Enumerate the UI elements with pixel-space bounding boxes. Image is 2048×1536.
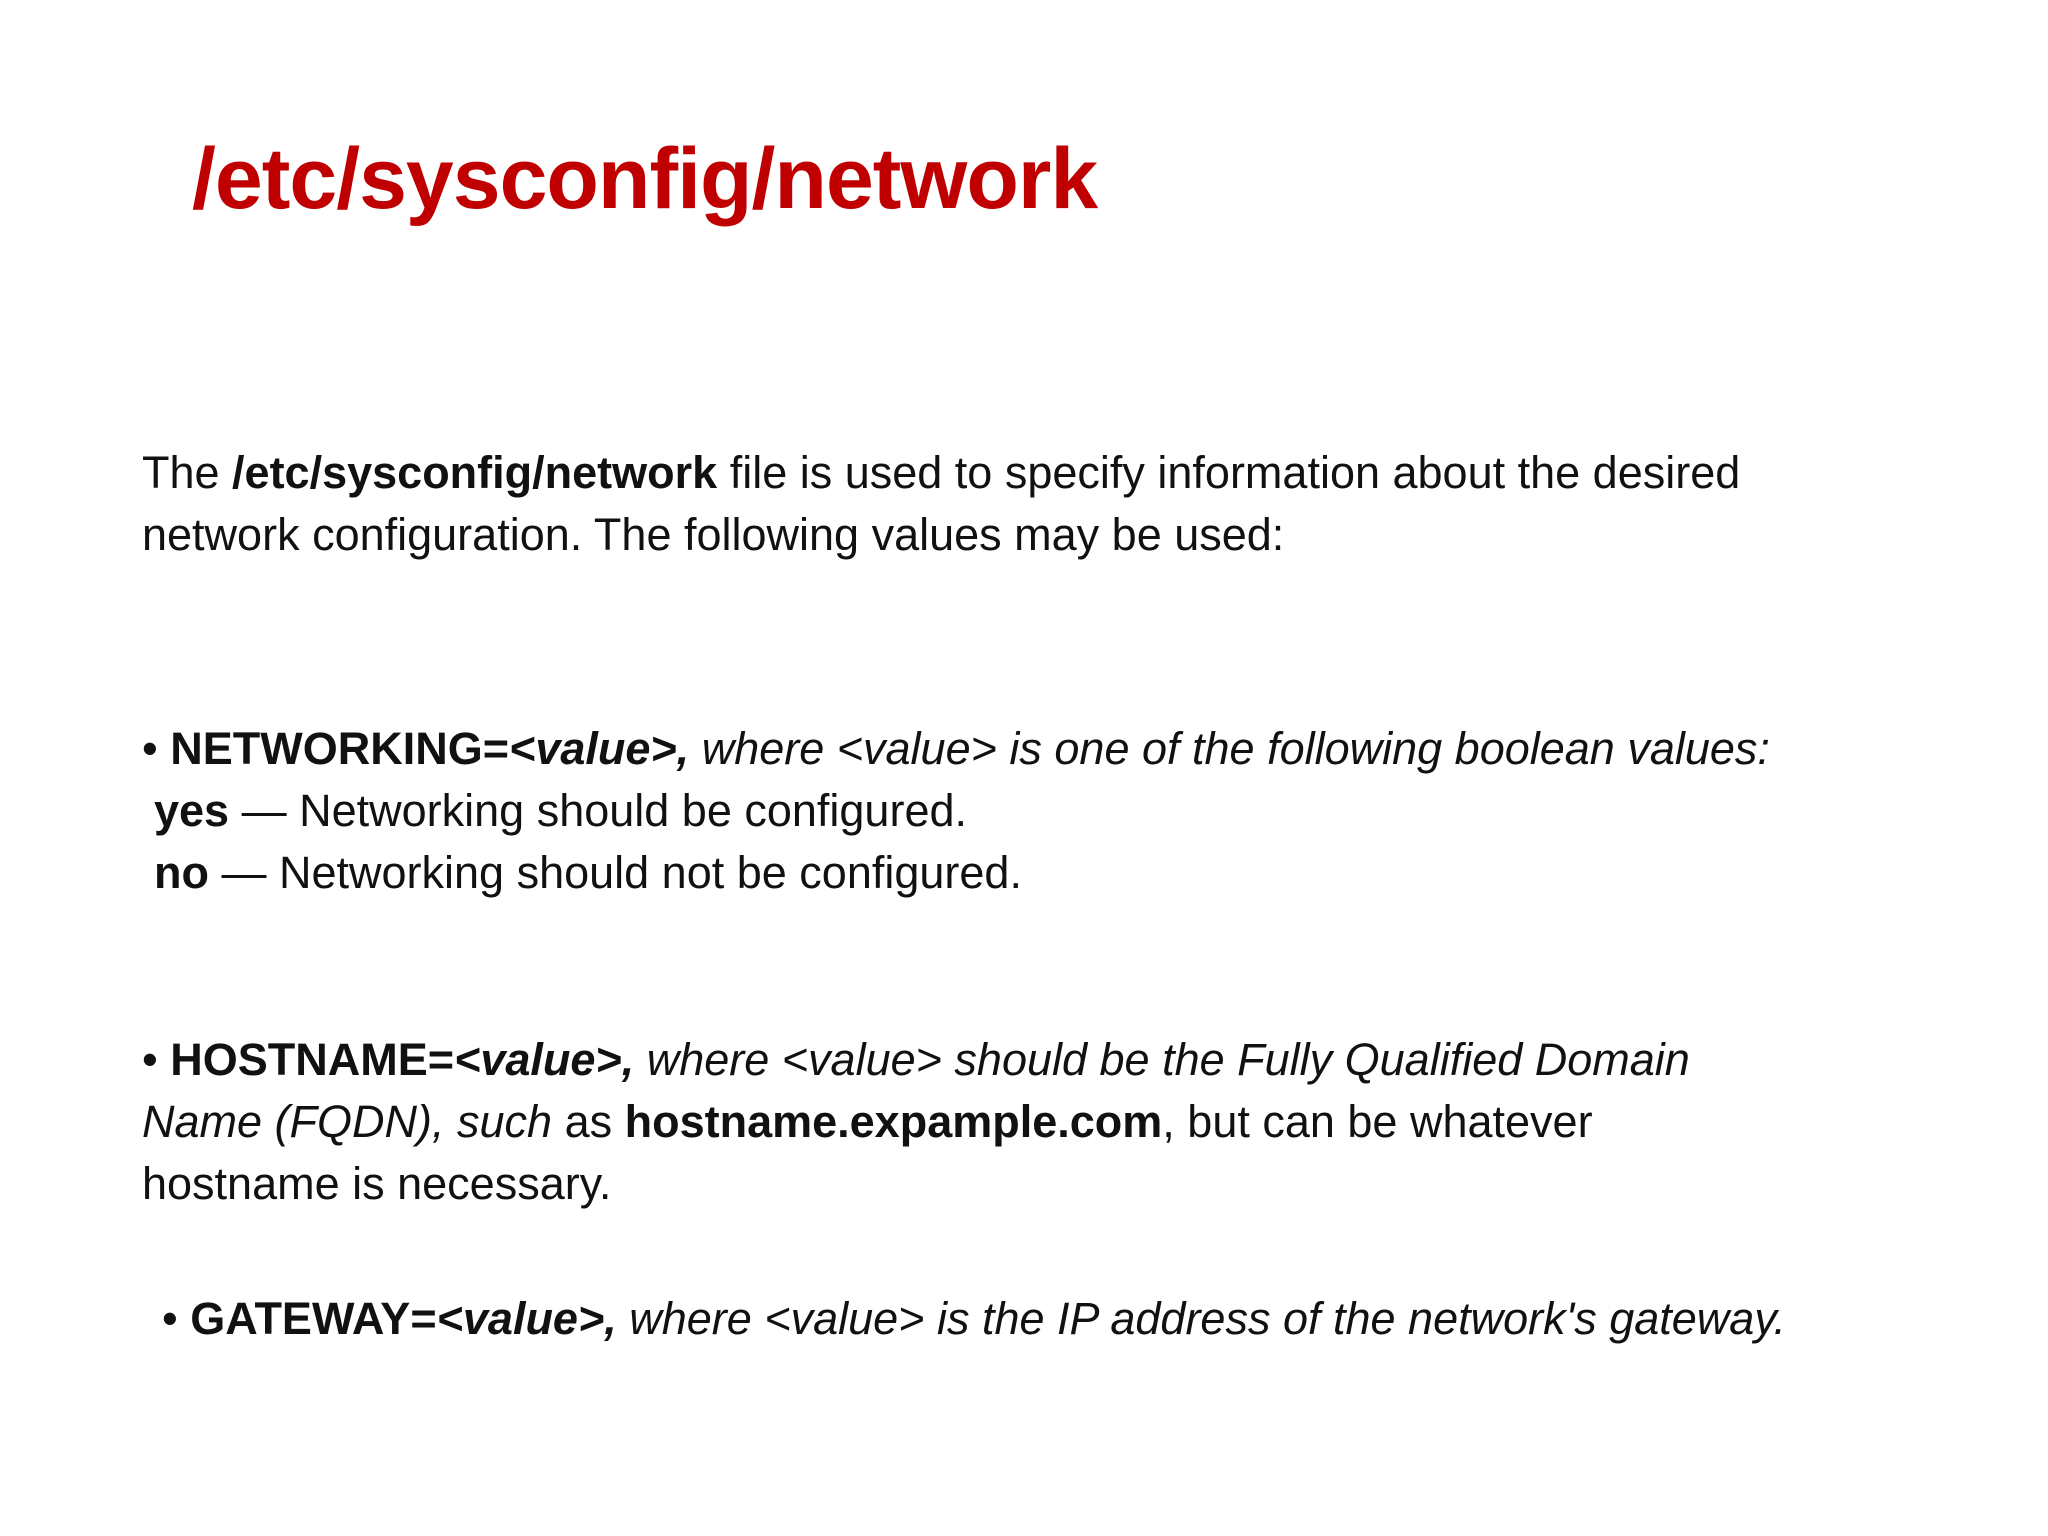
option-text: — Networking should not be configured. <box>208 847 1022 898</box>
hostname-line2-suffix: , but can be whatever <box>1162 1096 1593 1147</box>
gateway-description: where <value> is the IP address of the network's gateway. <box>616 1293 1786 1344</box>
networking-option-yes <box>142 780 1770 842</box>
bullet: • <box>162 1293 178 1344</box>
networking-key: NETWORKING= <box>170 723 510 774</box>
networking-description: where <value> is one of the following boolean values: <box>689 723 1770 774</box>
slide-title: /etc/sysconfig/network <box>192 131 1098 227</box>
hostname-line-2 <box>142 1091 1690 1153</box>
networking-value-token: <value>, <box>509 723 690 774</box>
option-value: yes <box>154 785 230 836</box>
intro-path: /etc/sysconfig/network <box>232 447 718 498</box>
networking-option-no <box>142 842 1770 904</box>
hostname-description: where <value> should be the Fully Qualified Domain <box>634 1034 1690 1085</box>
hostname-example: hostname.expample.com <box>624 1096 1163 1147</box>
networking-item <box>142 718 1770 904</box>
hostname-item <box>142 1029 1690 1215</box>
hostname-value-token: <value>, <box>454 1034 635 1085</box>
gateway-item <box>162 1288 1786 1350</box>
bullet: • <box>142 1034 158 1085</box>
networking-line <box>142 718 1770 780</box>
gateway-value-token: <value>, <box>436 1293 617 1344</box>
intro-prefix: The <box>142 447 233 498</box>
hostname-as: as <box>552 1096 625 1147</box>
intro-line-2: network configuration. The following values may be used: <box>142 509 1285 560</box>
intro-line1-suffix: file is used to specify information about the desired <box>717 447 1741 498</box>
gateway-key: GATEWAY= <box>190 1293 437 1344</box>
intro-line-1 <box>142 442 1740 504</box>
hostname-key: HOSTNAME= <box>170 1034 455 1085</box>
gateway-line <box>162 1288 1786 1350</box>
intro-paragraph <box>142 442 1740 566</box>
hostname-line-3: hostname is necessary. <box>142 1158 612 1209</box>
hostname-line-1 <box>142 1029 1690 1091</box>
bullet: • <box>142 723 158 774</box>
option-text: — Networking should be configured. <box>229 785 968 836</box>
hostname-fqdn: Name (FQDN), such <box>142 1096 553 1147</box>
option-value: no <box>154 847 209 898</box>
